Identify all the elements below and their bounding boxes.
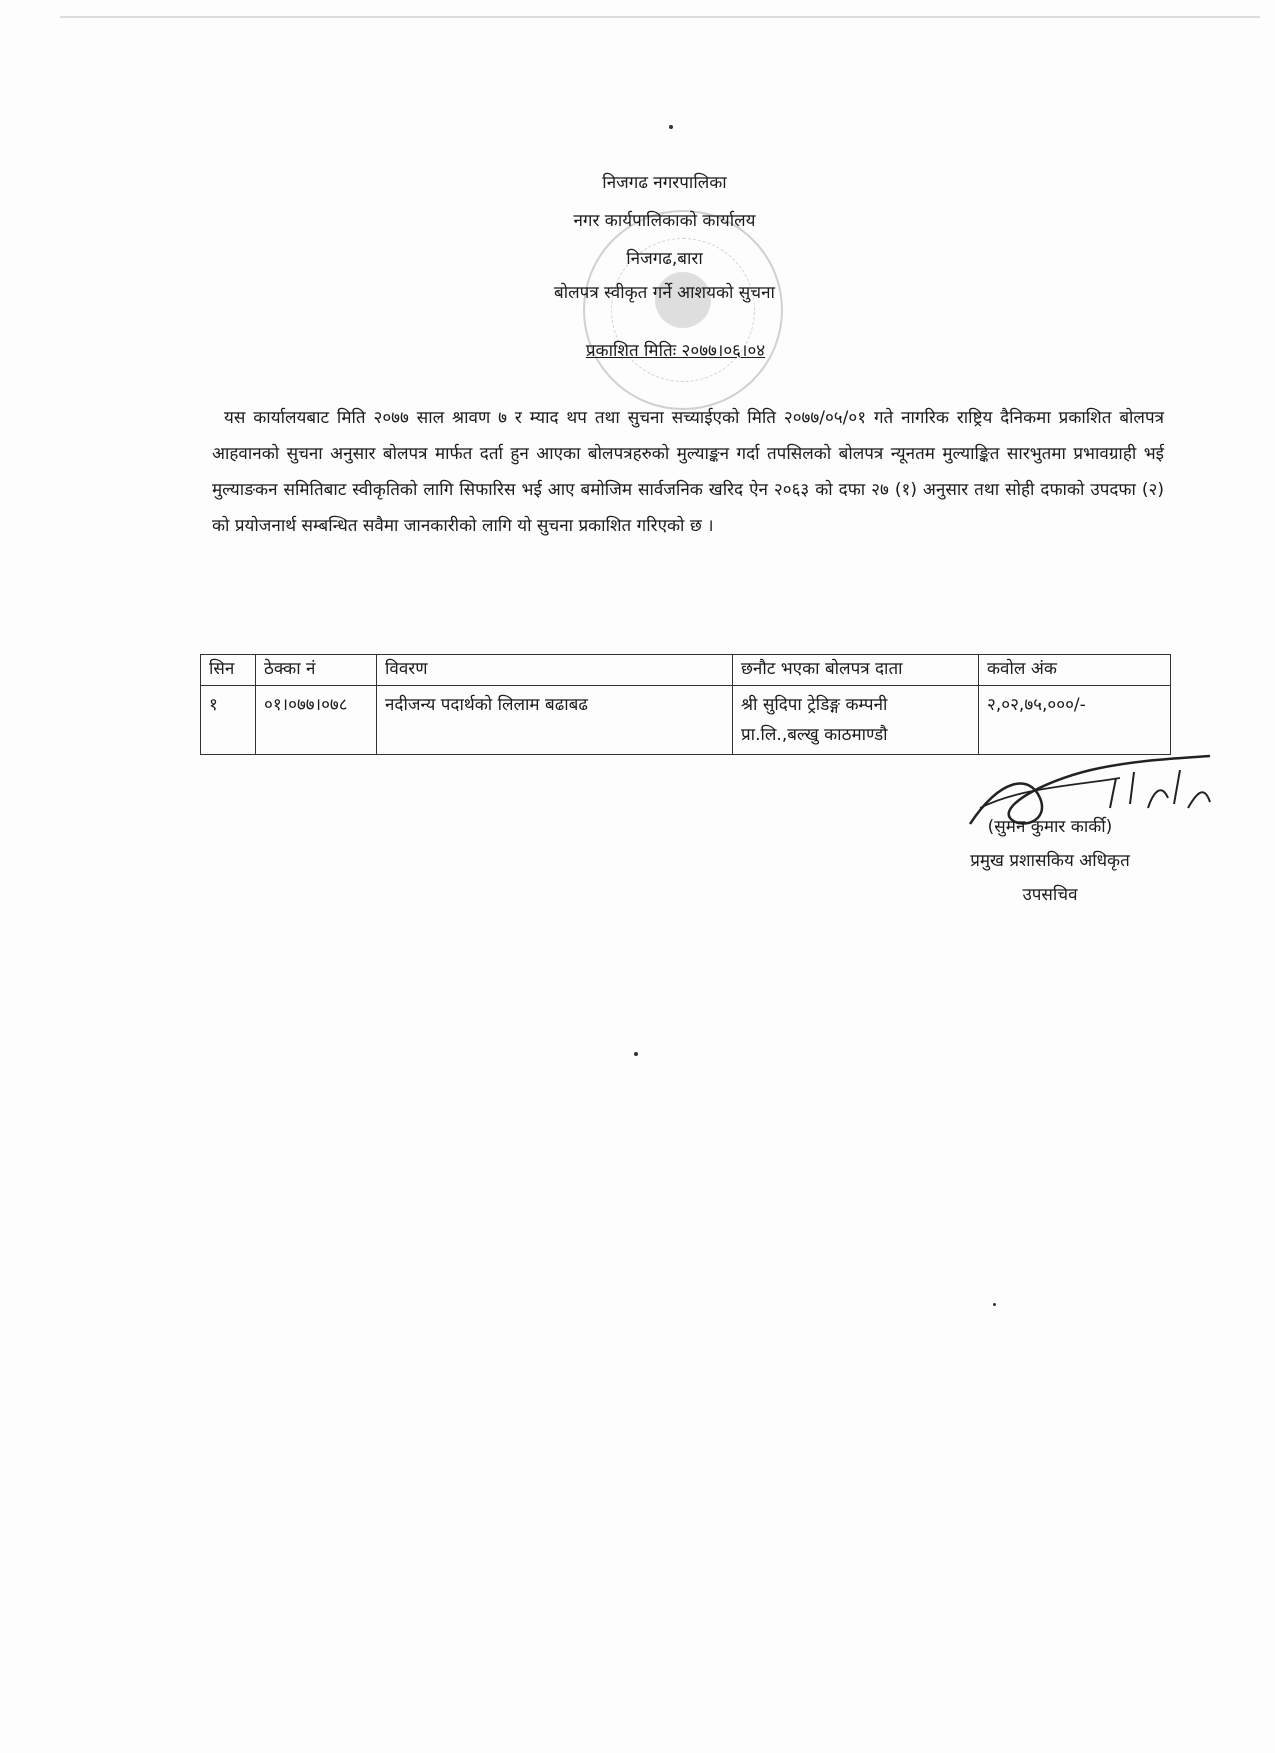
cell-bidder: श्री सुदिपा ट्रेडिङ्ग कम्पनी प्रा.लि.,बल्खु काठमाण्डौ bbox=[733, 686, 979, 755]
table-header-row bbox=[201, 655, 1171, 686]
municipality-name: निजगढ नगरपालिका bbox=[602, 173, 727, 193]
scan-speck bbox=[993, 1303, 996, 1306]
signatory-name: (सुमन कुमार कार्की) bbox=[987, 817, 1113, 837]
header-sn: सिन bbox=[201, 655, 256, 686]
header-amount: कवोल अंक bbox=[979, 655, 1171, 686]
signatory-designation: प्रमुख प्रशासकिय अधिकृत bbox=[970, 851, 1130, 871]
published-date-text: प्रकाशित मितिः २०७७।०६।०४ bbox=[585, 341, 766, 361]
page-edge bbox=[60, 16, 1260, 18]
cell-description: नदीजन्य पदार्थको लिलाम बढाबढ bbox=[377, 686, 733, 755]
header-bidder: छनौट भएका बोलपत्र दाता bbox=[733, 655, 979, 686]
header-contract-no: ठेक्का नं bbox=[256, 655, 377, 686]
header-description: विवरण bbox=[377, 655, 733, 686]
office-seal-stamp bbox=[583, 210, 783, 410]
published-date bbox=[0, 338, 1275, 361]
office-name: नगर कार्यपालिकाको कार्यालय bbox=[573, 211, 756, 231]
cell-amount: २,०२,७५,०००/- bbox=[979, 686, 1171, 755]
office-location: निजगढ,बारा bbox=[626, 249, 703, 269]
signatory-rank: उपसचिव bbox=[1022, 885, 1078, 905]
notice-title: बोलपत्र स्वीकृत गर्ने आशयको सुचना bbox=[554, 283, 775, 303]
cell-contract-no: ०१।०७७।०७८ bbox=[256, 686, 377, 755]
scan-speck bbox=[669, 125, 673, 129]
scan-speck bbox=[634, 1052, 638, 1056]
cell-sn: १ bbox=[201, 686, 256, 755]
notice-body: यस कार्यालयबाट मिति २०७७ साल श्रावण ७ र म्याद थप तथा सुचना सच्याईएको मिति २०७७/०५/०१ गते नागरिक राष्ट्रिय दैनिकमा प्रकाशित बोलपत्र आहवानको सुचना अनुसार बोलपत्र मार्फत दर्ता हुन आएका बोलपत्रहरुको मुल्याङ्कन गर्दा तपसिलको बोलपत्र न्यूनतम मुल्याङ्कित सारभुतमा प्रभावग्राही भई मुल्याङकन समितिबाट स्वीकृतिको लागि सिफारिस भई आए बमोजिम सार्वजनिक खरिद ऐन २०६३ को दफा २७ (१) अनुसार तथा सोही दफाको उपदफा (२) को प्रयोजनार्थ सम्बन्धित सवैमा जानकारीको लागि यो सुचना प्रकाशित गरिएको छ । bbox=[212, 408, 1164, 536]
